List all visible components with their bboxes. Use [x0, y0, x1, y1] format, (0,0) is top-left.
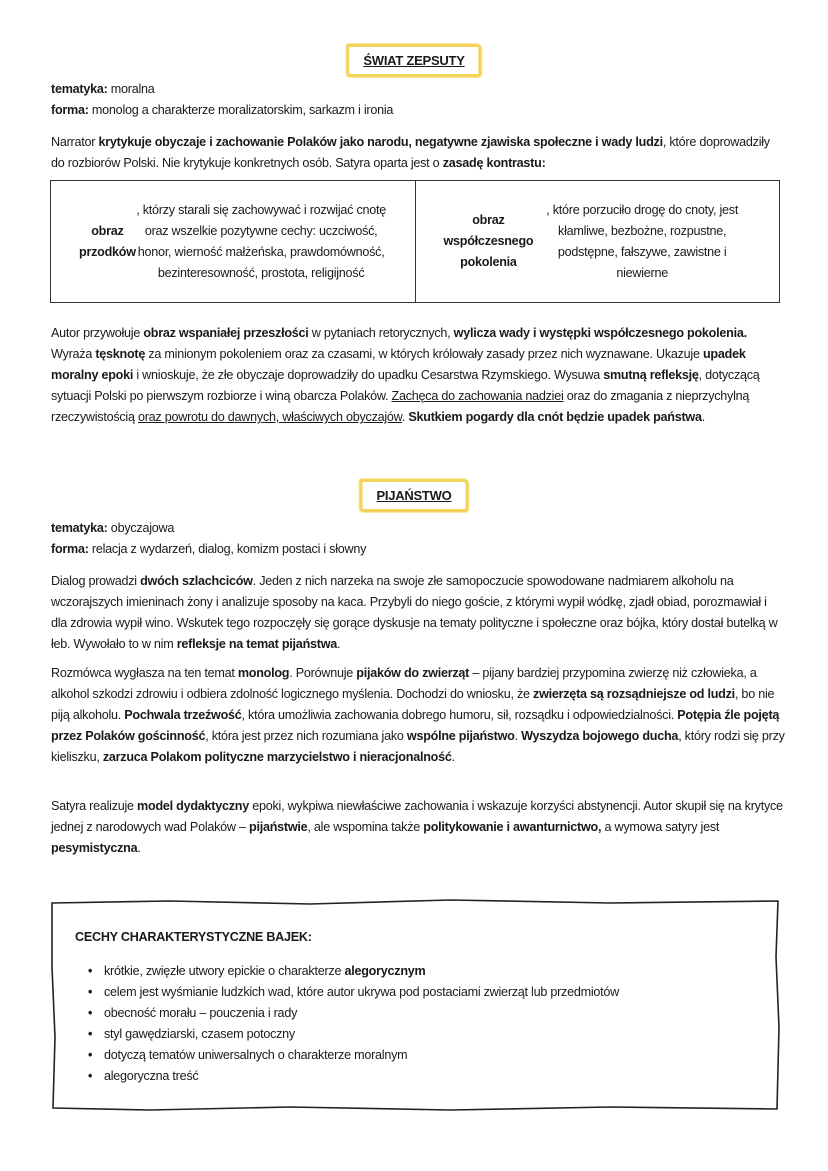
forma-label: forma: — [51, 542, 89, 556]
text-segment: celem jest wyśmianie ludzkich wad, które autor ukrywa pod postaciami zwierząt lub przedmiotów — [104, 985, 620, 999]
text-segment: , bo nie piją alkoholu. — [51, 687, 775, 722]
text-segment: Dialog prowadzi — [51, 574, 141, 588]
text-segment: za minionym pokoleniem oraz za czasami, w których królowały zasady przez nich wyznawane. Ukazuje — [145, 347, 703, 361]
bold-text: zasadę kontrastu: — [442, 156, 546, 170]
forma-line — [51, 100, 393, 121]
table-cell-ancestors — [51, 181, 415, 302]
section-title-swiat-zepsuty: ŚWIAT ZEPSUTY — [346, 44, 481, 77]
paragraph-monolog — [51, 663, 786, 768]
table-cell-contemporary — [415, 181, 780, 302]
tematyka-value: moralna — [107, 82, 155, 96]
box-heading: CECHY CHARAKTERYSTYCZNE BAJEK: — [75, 930, 312, 944]
tematyka-value: obyczajowa — [107, 521, 175, 535]
text-segment: obecność morału – pouczenia i rady — [104, 1006, 298, 1020]
bold-text: tęsknotę — [95, 347, 146, 361]
bold-text: krytykuje obyczaje i zachowanie Polaków jako narodu, negatywne zjawiska społeczne i wady ludzi — [98, 135, 663, 149]
bold-text: pijaństwie — [249, 820, 308, 834]
bold-text: Wyszydza bojowego ducha — [521, 729, 679, 743]
paragraph-satyra — [51, 796, 786, 859]
bold-text: monolog — [237, 666, 290, 680]
tematyka-label: tematyka: — [51, 521, 108, 535]
text-segment: . — [401, 410, 409, 424]
contrast-table — [50, 180, 780, 303]
forma-line — [51, 539, 366, 560]
text-segment: Narrator — [51, 135, 99, 149]
text-segment: Satyra realizuje — [51, 799, 138, 813]
text-segment: , który rodzi się przy kieliszku, — [51, 729, 785, 764]
text-segment: , dotyczącą sytuacji Polski po pierwszym rozbiorze i winą obarcza Polaków. — [51, 368, 760, 403]
text-segment: , ale wspomina także — [307, 820, 424, 834]
text-segment: Wyraża — [51, 347, 96, 361]
underlined-text: Zachęca do zachowania nadziei — [391, 389, 564, 403]
text-segment: Autor przywołuje — [51, 326, 144, 340]
text-segment: . Porównuje — [289, 666, 357, 680]
text-segment: , które porzuciło drogę do cnoty, jest kłamliwe, bezbożne, rozpustne, podstępne, fałszywe, zawistne i niewierne — [546, 202, 739, 280]
text-segment: . — [451, 750, 455, 764]
bold-text: upadek moralny epoki — [51, 347, 746, 382]
text-segment: Rozmówca wygłasza na ten temat — [51, 666, 238, 680]
list-item — [88, 1003, 619, 1024]
section-title-pijanstwo: PIJAŃSTWO — [359, 479, 468, 512]
text-segment: oraz do zmagania z nieprzychylną rzeczywistością — [51, 389, 750, 424]
bold-text: obraz współczesnego pokolenia — [443, 213, 534, 269]
list-item — [88, 1045, 619, 1066]
text-segment: , które doprowadziły do rozbiorów Polski. Nie krytykuje konkretnych osób. Satyra oparta jest o — [51, 135, 770, 170]
text-segment: . — [514, 729, 522, 743]
underlined-text: oraz powrotu do dawnych, właściwych obyczajów — [137, 410, 402, 424]
tematyka-label: tematyka: — [51, 82, 108, 96]
text-segment: . — [701, 410, 705, 424]
bold-text: Pochwala trzeźwość — [124, 708, 242, 722]
text-segment: epoki, wykpiwa niewłaściwe zachowania i wskazuje korzyści abstynencji. Autor skupił się na krytyce jednej z narodowych wad Polaków – — [51, 799, 783, 834]
intro-paragraph — [51, 132, 786, 174]
bold-text: smutną refleksję — [603, 368, 699, 382]
bold-text: politykowanie i awanturnictwo, — [423, 820, 602, 834]
bold-text: zarzuca Polakom polityczne marzycielstwo i nieracjonalność — [102, 750, 452, 764]
text-segment: i wnioskuje, że złe obyczaje doprowadziły do upadku Cesarstwa Rzymskiego. Wysuwa — [133, 368, 604, 382]
list-item — [88, 982, 619, 1003]
tematyka-line — [51, 79, 155, 100]
bold-text: wspólne pijaństwo — [406, 729, 515, 743]
forma-value: monolog a charakterze moralizatorskim, sarkazm i ironia — [88, 103, 394, 117]
text-segment: . Jeden z nich narzeka na swoje złe samopoczucie spowodowane nadmiarem alkoholu na wczorajszych imieninach żony i analizuje sposoby na kaca. Przybyli do niego goście, z którymi wypił wódkę, zjadł obiad, porozmawiał i dla zdrowia wypił wino. Wskutek tego rozpoczęły się gorące dyskusje na tematy polityczne i społeczne oraz bójka, który dostał butelką w łeb. Wywołało to w nim — [51, 574, 778, 651]
text-segment: w pytaniach retorycznych, — [308, 326, 454, 340]
list-item — [88, 1066, 619, 1087]
bold-text: alegorycznym — [344, 964, 426, 978]
bold-text: Skutkiem pogardy dla cnót będzie upadek państwa — [408, 410, 702, 424]
text-segment: , która umożliwia zachowania dobrego humoru, sił, rozsądku i odpowiedzialności. — [241, 708, 678, 722]
bold-text: obraz przodków — [79, 223, 136, 259]
bold-text: refleksje na temat pijaństwa — [176, 637, 338, 651]
bold-text: pijaków do zwierząt — [356, 666, 470, 680]
text-segment: styl gawędziarski, czasem potoczny — [104, 1027, 295, 1041]
bold-text: wylicza wady i występki współczesnego pokolenia. — [453, 326, 747, 340]
text-segment: krótkie, zwięzłe utwory epickie o charakterze — [104, 964, 345, 978]
forma-value: relacja z wydarzeń, dialog, komizm postaci i słowny — [88, 542, 367, 556]
text-segment: – pijany bardziej przypomina zwierzę niż człowieka, a alkohol szkodzi zdrowiu i odbiera zdolność logicznego myślenia. Dochodzi do wniosku, że — [51, 666, 757, 701]
list-item — [88, 961, 619, 982]
features-list — [88, 961, 619, 1087]
forma-label: forma: — [51, 103, 89, 117]
bold-text: zwierzęta są rozsądniejsze od ludzi — [533, 687, 735, 701]
bold-text: obraz wspaniałej przeszłości — [143, 326, 309, 340]
paragraph-dialog — [51, 571, 786, 655]
bold-text: dwóch szlachciców — [140, 574, 253, 588]
tematyka-line — [51, 518, 174, 539]
bold-text: pesymistyczna — [51, 841, 138, 855]
list-item — [88, 1024, 619, 1045]
body-paragraph — [51, 323, 786, 428]
bold-text: model dydaktyczny — [137, 799, 249, 813]
text-segment: . — [337, 637, 341, 651]
text-segment: . — [137, 841, 141, 855]
text-segment: dotyczą tematów uniwersalnych o charakterze moralnym — [104, 1048, 408, 1062]
text-segment: , którzy starali się zachowywać i rozwijać cnotę oraz wszelkie pozytywne cechy: uczciwość, honor, wierność małżeńska, prawdomówność, bezinteresowność, prostota, religijność — [136, 202, 387, 280]
text-segment: alegoryczna treść — [104, 1069, 199, 1083]
fable-features-box — [50, 897, 780, 1112]
text-segment: a wymowa satyry jest — [601, 820, 720, 834]
text-segment: , która jest przez nich rozumiana jako — [205, 729, 407, 743]
bold-text: Potępia źle pojętą przez Polaków gościnność — [51, 708, 780, 743]
